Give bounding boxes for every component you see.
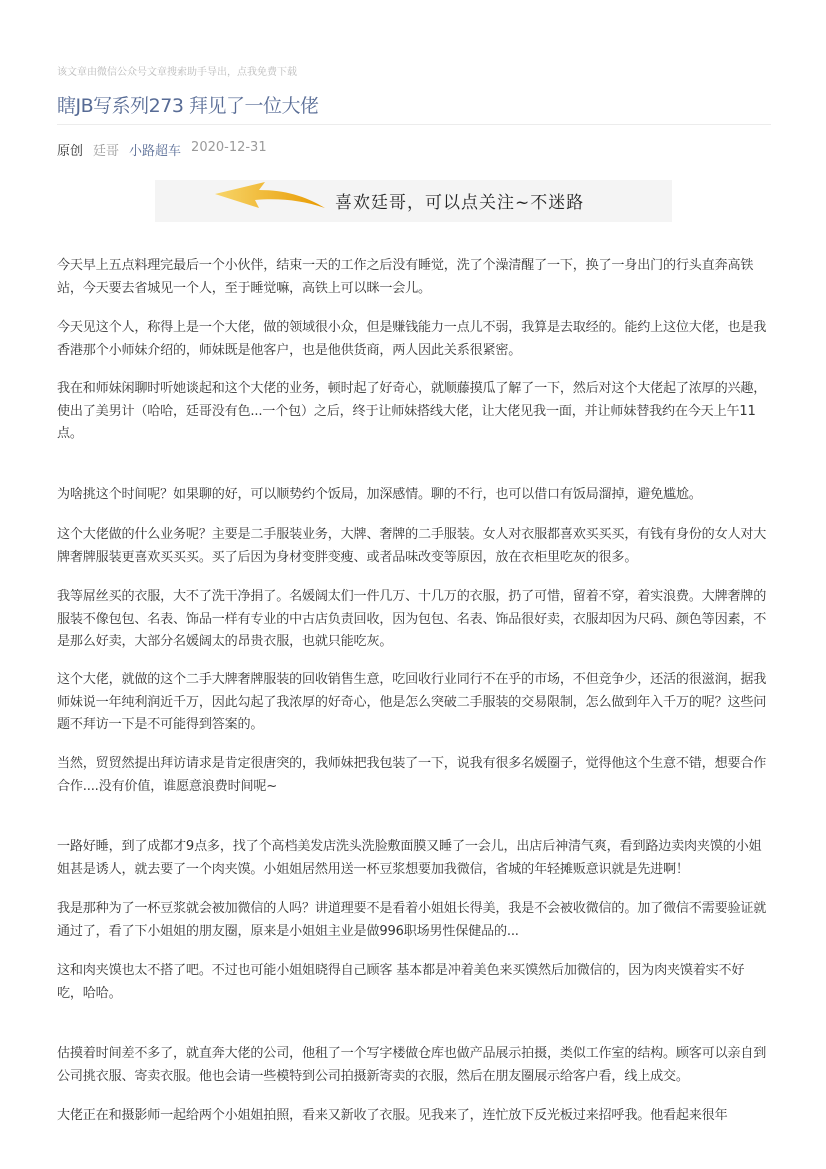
paragraph: 这和肉夹馍也太不搭了吧。不过也可能小姐姐晓得自己顾客 基本都是冲着美色来买馍然后加微信的，因为肉夹馍着实不好吃，哈哈。	[57, 963, 745, 1001]
paragraph: 今天早上五点料理完最后一个小伙伴，结束一天的工作之后没有睡觉，洗了个澡清醒了一下，换了一身出门的行头直奔高铁站，今天要去省城见一个人，至于睡觉嘛，高铁上可以眯一会儿。	[57, 258, 754, 296]
publish-date: 2020-12-31	[191, 140, 267, 155]
title-divider	[57, 124, 771, 125]
article-meta	[57, 140, 267, 159]
follow-banner	[155, 180, 672, 222]
paragraph: 这个大佬，就做的这个二手大牌奢牌服装的回收销售生意，吃回收行业同行不在乎的市场，不但竞争少，还活的很滋润，据我师妹说一年纯利润近千万，因此勾起了我浓厚的好奇心，他是怎么突破二手服装的交易限制，怎么做到年入千万的呢？这些问题不拜访一下是不可能得到答案的。	[57, 672, 767, 732]
paragraph: 我在和师妹闲聊时听她谈起和这个大佬的业务，顿时起了好奇心，就顺藤摸瓜了解了一下，然后对这个大佬起了浓厚的兴趣，使出了美男计（哈哈，廷哥没有色...一个包）之后，终于让师妹搭线大佬，让大佬见我一面，并让师妹替我约在今天上午11点。	[57, 381, 767, 441]
paragraph: 今天见这个人，称得上是一个大佬，做的领域很小众，但是赚钱能力一点儿不弱，我算是去取经的。能约上这位大佬，也是我香港那个小师妹介绍的，师妹既是他客户，也是他供货商，两人因此关系很紧密。	[57, 320, 767, 358]
author-name: 廷哥	[93, 144, 120, 159]
banner-text: 喜欢廷哥，可以点关注~不迷路	[335, 193, 585, 213]
account-link[interactable]: 小路超车	[129, 144, 182, 159]
paragraph: 为啥挑这个时间呢？如果聊的好，可以顺势约个饭局，加深感情。聊的不行，也可以借口有饭局溜掉，避免尴尬。	[57, 487, 702, 502]
paragraph: 一路好睡，到了成都才9点多，找了个高档美发店洗头洗脸敷面膜又睡了一会儿，出店后神清气爽，看到路边卖肉夹馍的小姐姐甚是诱人，就去要了一个肉夹馍。小姐姐居然用送一杯豆浆想要加我微信，省城的年轻摊贩意识就是先进啊！	[57, 839, 762, 877]
article-title: 瞎JB写系列273 拜见了一位大佬	[57, 95, 319, 117]
paragraph: 大佬正在和摄影师一起给两个小姐姐拍照，看来又新收了衣服。见我来了，连忙放下反光板过来招呼我。他看起来很年	[57, 1108, 728, 1123]
paragraph: 我等屌丝买的衣服，大不了洗干净捐了。名媛阔太们一件几万、十几万的衣服，扔了可惜，留着不穿，着实浪费。大牌奢牌的服装不像包包、名表、饰品一样有专业的中古店负责回收，因为包包、名表、饰品很好卖，衣服却因为尺码、颜色等因素，不是那么好卖，大部分名媛阔太的昂贵衣服，也就只能吃灰。	[57, 589, 767, 649]
paragraph: 当然，贸贸然提出拜访请求是肯定很唐突的，我师妹把我包装了一下，说我有很多名媛圈子，觉得他这个生意不错，想要合作合作....没有价值，谁愿意浪费时间呢~	[57, 756, 767, 794]
paragraph: 我是那种为了一杯豆浆就会被加微信的人吗？讲道理要不是看着小姐姐长得美，我是不会被收微信的。加了微信不需要验证就通过了，看了下小姐姐的朋友圈，原来是小姐姐主业是做996职场男性保健品的...	[57, 901, 767, 939]
paragraph: 估摸着时间差不多了，就直奔大佬的公司，他租了一个写字楼做仓库也做产品展示拍摄，类似工作室的结构。顾客可以亲自到公司挑衣服、寄卖衣服。他也会请一些模特到公司拍摄新寄卖的衣服，然后在朋友圈展示给客户看，线上成交。	[57, 1046, 767, 1084]
export-note-link[interactable]: 该文章由微信公众号文章搜索助手导出，点我免费下载	[57, 67, 297, 78]
paragraph: 这个大佬做的什么业务呢？主要是二手服装业务，大牌、奢牌的二手服装。女人对衣服都喜欢买买买，有钱有身份的女人对大牌奢牌服装更喜欢买买买。买了后因为身材变胖变瘦、或者品味改变等原因，放在衣柜里吃灰的很多。	[57, 527, 767, 565]
original-label: 原创	[57, 144, 84, 159]
